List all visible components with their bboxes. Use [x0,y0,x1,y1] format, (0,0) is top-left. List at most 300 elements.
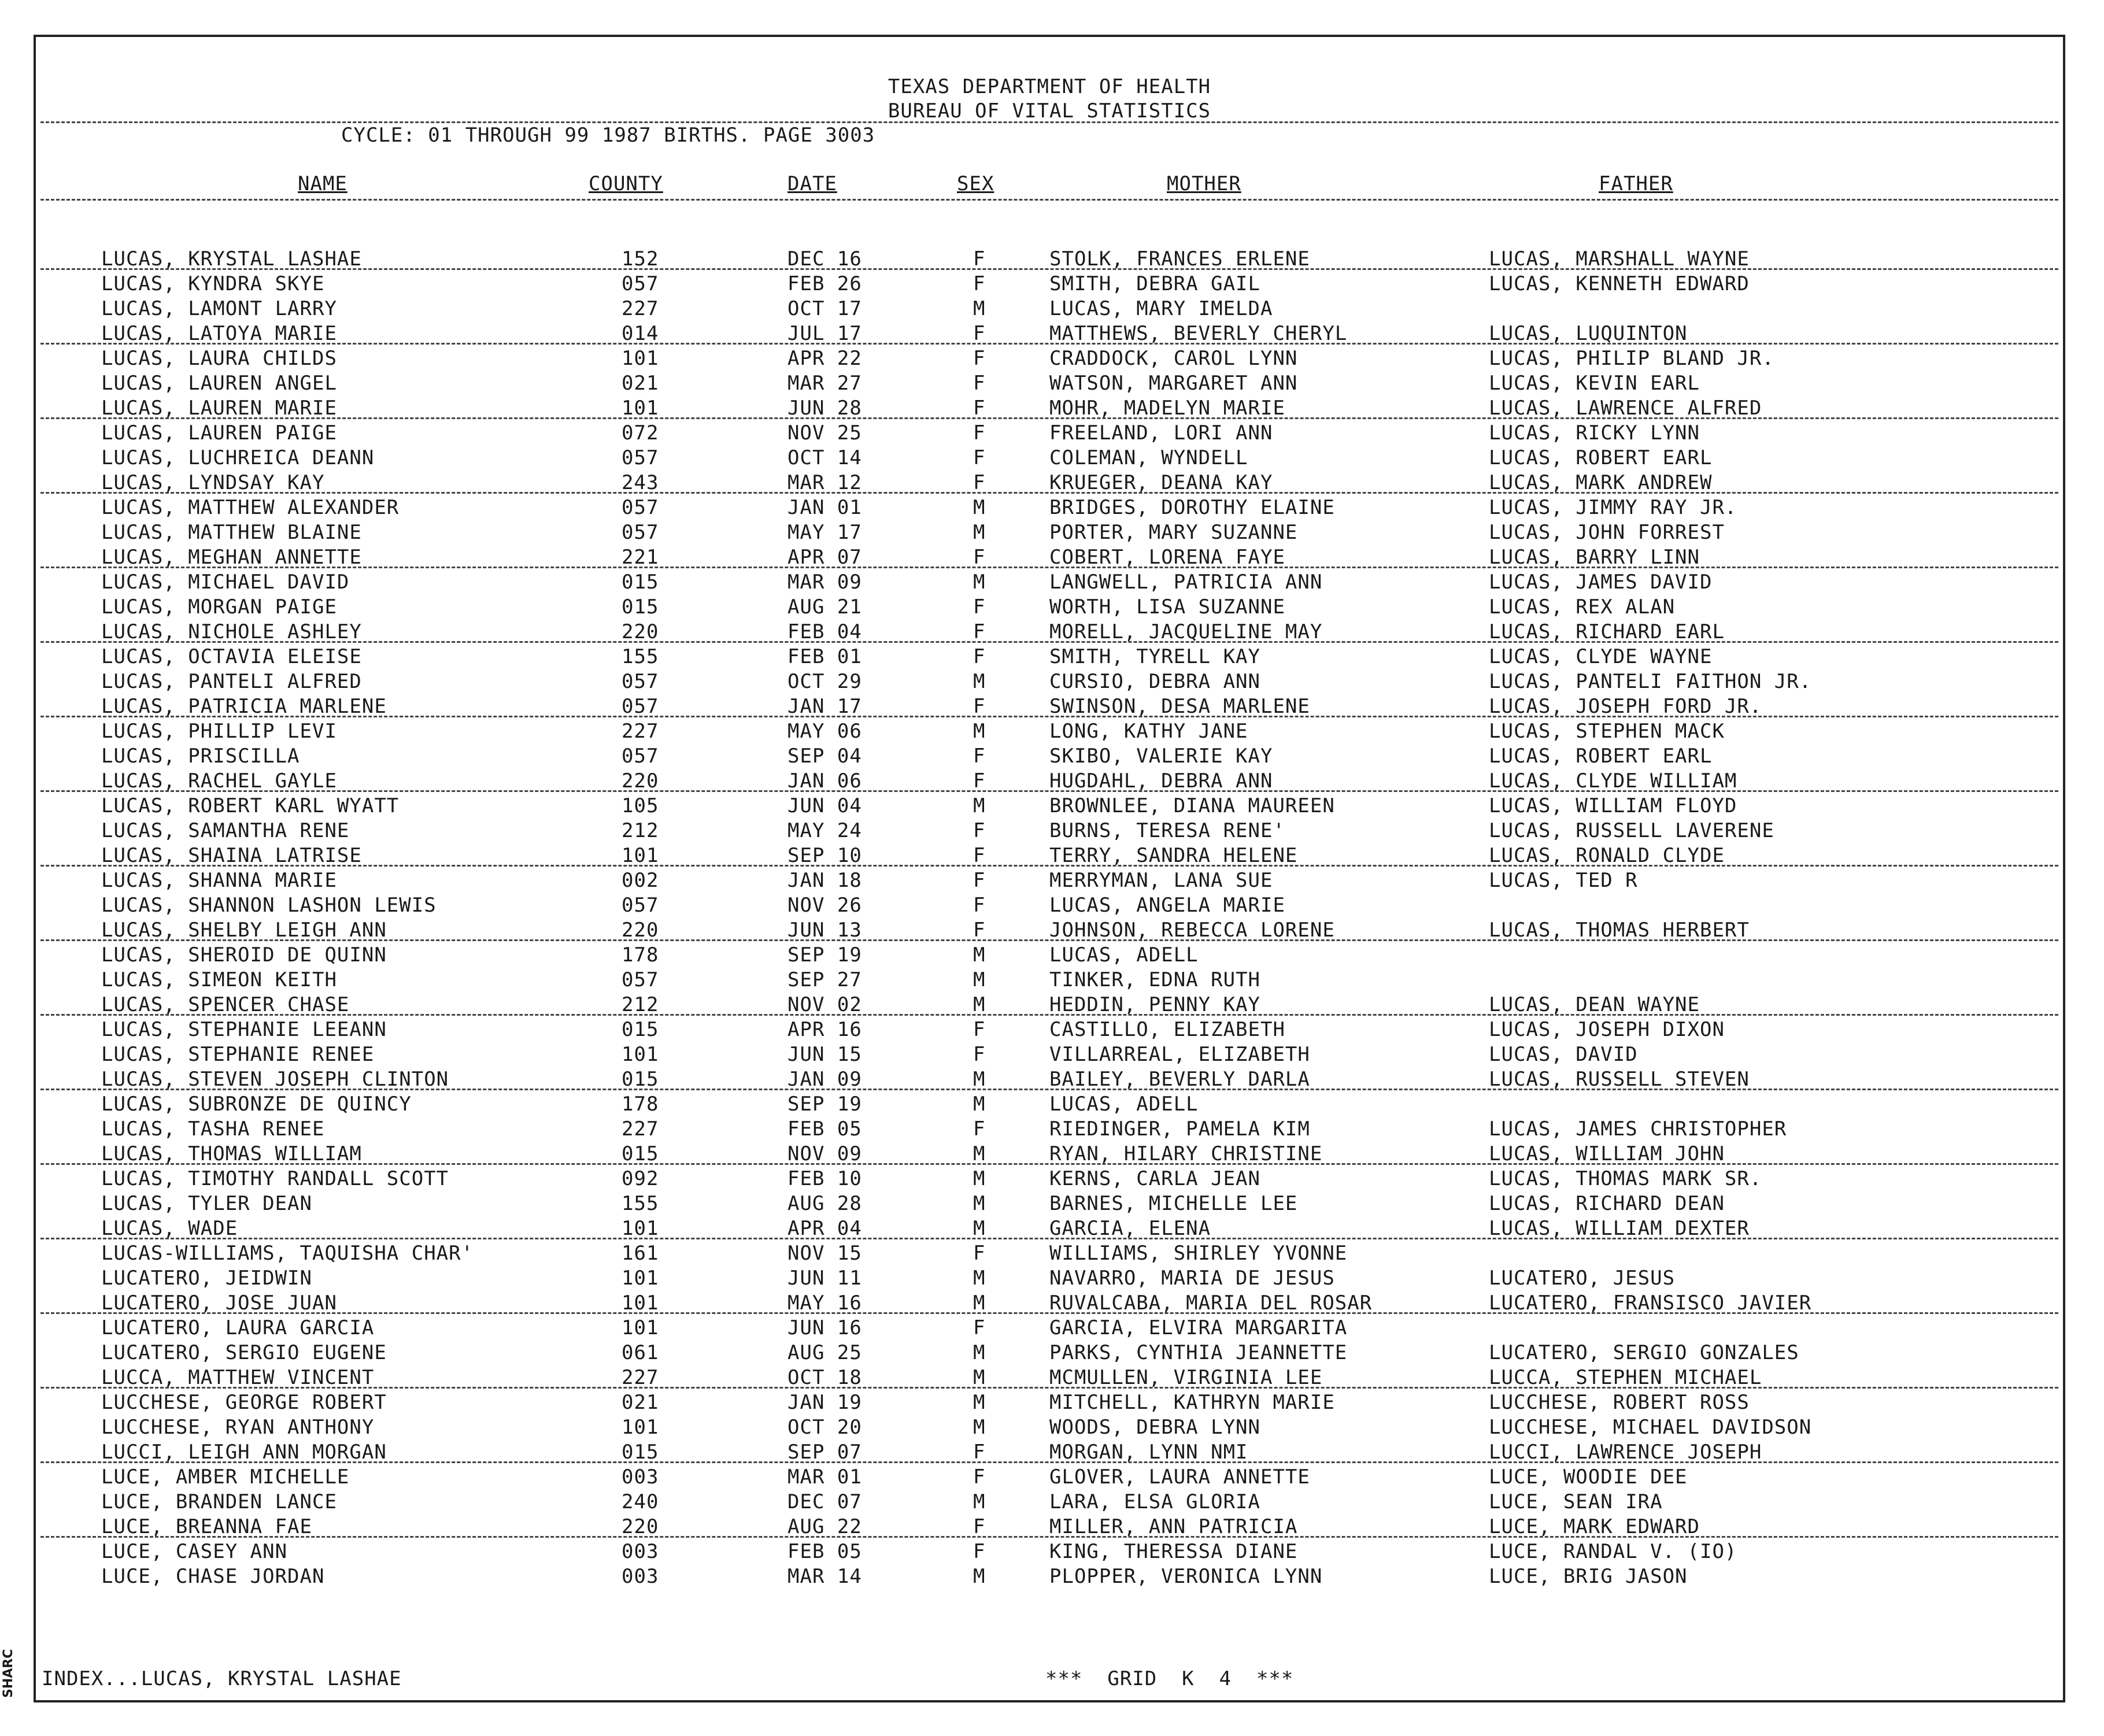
cell-name: LUCAS, TIMOTHY RANDALL SCOTT [101,1167,449,1190]
cell-mother: COBERT, LORENA FAYE [1049,546,1285,569]
table-row [0,1416,2104,1441]
cell-name: LUCAS, TASHA RENEE [101,1117,325,1141]
row-separator [40,417,2058,419]
cell-mother: WORTH, LISA SUZANNE [1049,595,1285,619]
cell-sex: F [973,347,986,370]
table-row [0,372,2104,397]
cell-father: LUCAS, RUSSELL LAVERENE [1489,819,1774,842]
row-separator [40,790,2058,792]
cell-mother: LUCAS, ADELL [1049,1093,1199,1116]
cell-sex: F [973,247,986,271]
cell-father: LUCAS, JAMES CHRISTOPHER [1489,1117,1787,1141]
cell-county: 227 [622,1366,659,1389]
cell-father: LUCAS, WILLIAM FLOYD [1489,794,1737,817]
cell-father: LUCATERO, FRANSISCO JAVIER [1489,1291,1812,1315]
cell-mother: PLOPPER, VERONICA LYNN [1049,1565,1323,1588]
cell-father: LUCAS, MARK ANDREW [1489,471,1713,494]
row-separator [40,939,2058,941]
cell-mother: SMITH, DEBRA GAIL [1049,272,1260,295]
cell-county: 057 [622,496,659,519]
cell-name: LUCAS, LATOYA MARIE [101,322,337,345]
cell-name: LUCAS, MATTHEW BLAINE [101,521,362,544]
cell-name: LUCAS, MATTHEW ALEXANDER [101,496,400,519]
cell-mother: GLOVER, LAURA ANNETTE [1049,1465,1310,1489]
cell-sex: M [973,521,986,544]
cell-county: 178 [622,943,659,967]
cell-father: LUCAS, JAMES DAVID [1489,571,1713,594]
cell-mother: NAVARRO, MARIA DE JESUS [1049,1267,1335,1290]
row-separator [40,716,2058,717]
cell-name: LUCAS, STEPHANIE RENEE [101,1043,375,1066]
cell-father: LUCAS, PHILIP BLAND JR. [1489,347,1774,370]
row-separator [40,343,2058,345]
cell-mother: WATSON, MARGARET ANN [1049,372,1298,395]
cell-mother: CRADDOCK, CAROL LYNN [1049,347,1298,370]
cell-county: 101 [622,844,659,867]
cell-name: LUCAS, MICHAEL DAVID [101,571,350,594]
cell-county: 057 [622,968,659,991]
cell-county: 212 [622,993,659,1016]
cell-name: LUCAS, SHANNON LASHON LEWIS [101,894,437,917]
cell-date: NOV 02 [787,993,862,1016]
cell-date: MAY 06 [787,720,862,743]
table-row [0,968,2104,993]
cell-name: LUCAS, RACHEL GAYLE [101,769,337,793]
cell-date: FEB 05 [787,1540,862,1563]
table-row [0,571,2104,595]
cell-sex: F [973,919,986,942]
cell-sex: F [973,695,986,718]
cell-mother: STOLK, FRANCES ERLENE [1049,247,1310,271]
row-separator [40,1014,2058,1016]
table-row [0,645,2104,670]
cell-sex: F [973,819,986,842]
grid-footer: *** GRID K 4 *** [1045,1667,1294,1690]
cell-county: 101 [622,1267,659,1290]
cell-mother: BROWNLEE, DIANA MAUREEN [1049,794,1335,817]
column-header-date: DATE [787,172,837,195]
cell-county: 152 [622,247,659,271]
column-header-sex: SEX [957,172,994,195]
cell-name: LUCAS, STEVEN JOSEPH CLINTON [101,1068,449,1091]
row-separator [40,268,2058,270]
cell-name: LUCAS, MORGAN PAIGE [101,595,337,619]
table-row [0,1043,2104,1068]
cell-sex: M [973,1291,986,1315]
cell-father: LUCAS, ROBERT EARL [1489,446,1713,469]
cell-date: NOV 15 [787,1242,862,1265]
cell-date: JAN 09 [787,1068,862,1091]
cell-mother: COLEMAN, WYNDELL [1049,446,1248,469]
table-row [0,819,2104,844]
cell-name: LUCAS, THOMAS WILLIAM [101,1142,362,1165]
column-header-father: FATHER [1599,172,1673,195]
cell-county: 243 [622,471,659,494]
cell-county: 014 [622,322,659,345]
cell-sex: F [973,869,986,892]
cell-date: NOV 26 [787,894,862,917]
table-row [0,1267,2104,1291]
cell-county: 057 [622,521,659,544]
cell-father: LUCAS, THOMAS HERBERT [1489,919,1750,942]
cell-county: 155 [622,645,659,668]
cell-father: LUCAS, REX ALAN [1489,595,1676,619]
cell-sex: F [973,620,986,643]
cell-name: LUCAS, SUBRONZE DE QUINCY [101,1093,412,1116]
cell-date: FEB 10 [787,1167,862,1190]
row-separator [40,1089,2058,1090]
cell-date: JAN 17 [787,695,862,718]
cell-mother: LONG, KATHY JANE [1049,720,1248,743]
cell-county: 057 [622,745,659,768]
cell-mother: WOODS, DEBRA LYNN [1049,1416,1260,1439]
cell-sex: F [973,595,986,619]
cell-name: LUCAS, SIMEON KEITH [101,968,337,991]
cell-date: JAN 18 [787,869,862,892]
table-row [0,1316,2104,1341]
cell-father: LUCCHESE, MICHAEL DAVIDSON [1489,1416,1812,1439]
cell-county: 015 [622,1142,659,1165]
cell-mother: BARNES, MICHELLE LEE [1049,1192,1298,1215]
cell-father: LUCAS, KEVIN EARL [1489,372,1700,395]
cell-date: OCT 14 [787,446,862,469]
cell-county: 220 [622,1515,659,1538]
cell-sex: M [973,297,986,320]
cell-sex: F [973,471,986,494]
cell-mother: FREELAND, LORI ANN [1049,421,1273,445]
cell-mother: WILLIAMS, SHIRLEY YVONNE [1049,1242,1348,1265]
cell-date: SEP 04 [787,745,862,768]
cell-sex: F [973,446,986,469]
cell-date: APR 16 [787,1018,862,1041]
cell-father: LUCAS, RUSSELL STEVEN [1489,1068,1750,1091]
table-row [0,595,2104,620]
row-separator [40,865,2058,867]
cell-county: 221 [622,546,659,569]
cell-county: 092 [622,1167,659,1190]
cell-date: AUG 28 [787,1192,862,1215]
table-row [0,521,2104,546]
cell-sex: F [973,322,986,345]
cell-father: LUCAS, CLYDE WILLIAM [1489,769,1737,793]
cell-mother: MOHR, MADELYN MARIE [1049,397,1285,420]
cell-father: LUCATERO, SERGIO GONZALES [1489,1341,1799,1364]
cell-father: LUCATERO, JESUS [1489,1267,1676,1290]
cell-sex: F [973,546,986,569]
row-separator [40,567,2058,568]
cell-county: 105 [622,794,659,817]
cell-date: MAY 24 [787,819,862,842]
cell-county: 227 [622,297,659,320]
cell-father: LUCAS, THOMAS MARK SR. [1489,1167,1762,1190]
cell-name: LUCAS, PANTELI ALFRED [101,670,362,693]
cell-father: LUCAS, JOHN FORREST [1489,521,1725,544]
cell-sex: M [973,1192,986,1215]
cell-mother: HEDDIN, PENNY KAY [1049,993,1260,1016]
cell-date: JUL 17 [787,322,862,345]
cell-mother: LUCAS, ANGELA MARIE [1049,894,1285,917]
cell-name: LUCAS, PHILLIP LEVI [101,720,337,743]
cell-county: 101 [622,1316,659,1339]
cell-date: MAR 27 [787,372,862,395]
cell-father: LUCAS, CLYDE WAYNE [1489,645,1713,668]
cell-date: MAY 16 [787,1291,862,1315]
cell-date: SEP 27 [787,968,862,991]
cell-name: LUCCHESE, RYAN ANTHONY [101,1416,375,1439]
cell-name: LUCAS, LYNDSAY KAY [101,471,325,494]
cell-sex: F [973,1043,986,1066]
cell-father: LUCCA, STEPHEN MICHAEL [1489,1366,1762,1389]
cell-date: JAN 06 [787,769,862,793]
cell-date: FEB 01 [787,645,862,668]
cell-father: LUCAS, BARRY LINN [1489,546,1700,569]
cell-mother: JOHNSON, REBECCA LORENE [1049,919,1335,942]
cell-county: 003 [622,1465,659,1489]
cell-name: LUCAS, TYLER DEAN [101,1192,312,1215]
cell-name: LUCAS, SHELBY LEIGH ANN [101,919,387,942]
cell-date: MAR 14 [787,1565,862,1588]
cell-father: LUCAS, RICKY LYNN [1489,421,1700,445]
cell-sex: M [973,1068,986,1091]
cell-sex: F [973,645,986,668]
cell-father: LUCAS, RICHARD EARL [1489,620,1725,643]
cell-father: LUCE, BRIG JASON [1489,1565,1688,1588]
cell-sex: F [973,1540,986,1563]
cell-mother: RUVALCABA, MARIA DEL ROSAR [1049,1291,1373,1315]
row-separator [40,1461,2058,1463]
cell-mother: SWINSON, DESA MARLENE [1049,695,1310,718]
table-row [0,1341,2104,1366]
table-row [0,1167,2104,1192]
table-row [0,421,2104,446]
cell-mother: GARCIA, ELENA [1049,1217,1211,1240]
cell-name: LUCAS, SPENCER CHASE [101,993,350,1016]
cell-father: LUCE, RANDAL V. (IO) [1489,1540,1737,1563]
cell-county: 015 [622,571,659,594]
table-row [0,670,2104,695]
cell-county: 101 [622,397,659,420]
cell-sex: M [973,1565,986,1588]
cell-county: 220 [622,919,659,942]
cell-county: 161 [622,1242,659,1265]
cell-county: 002 [622,869,659,892]
table-row [0,943,2104,968]
cell-name: LUCAS, ROBERT KARL WYATT [101,794,400,817]
cell-date: JUN 04 [787,794,862,817]
cycle-line: CYCLE: 01 THROUGH 99 1987 BIRTHS. PAGE 3003 [341,124,875,147]
cell-name: LUCATERO, LAURA GARCIA [101,1316,375,1339]
cell-mother: KERNS, CARLA JEAN [1049,1167,1260,1190]
report-subtitle: BUREAU OF VITAL STATISTICS [888,99,1211,123]
cell-father: LUCCI, LAWRENCE JOSEPH [1489,1441,1762,1464]
cell-name: LUCAS, LAUREN PAIGE [101,421,337,445]
table-row [0,446,2104,471]
cell-sex: M [973,1366,986,1389]
cell-father: LUCAS, STEPHEN MACK [1489,720,1725,743]
cell-date: APR 22 [787,347,862,370]
table-row [0,1465,2104,1490]
cell-sex: M [973,1267,986,1290]
cell-sex: F [973,1465,986,1489]
cell-mother: LUCAS, ADELL [1049,943,1199,967]
cell-sex: F [973,1316,986,1339]
column-header-mother: MOTHER [1167,172,1241,195]
cell-date: MAY 17 [787,521,862,544]
cell-father: LUCAS, LAWRENCE ALFRED [1489,397,1762,420]
cell-name: LUCE, CHASE JORDAN [101,1565,325,1588]
cell-mother: CASTILLO, ELIZABETH [1049,1018,1285,1041]
cell-father: LUCAS, WILLIAM DEXTER [1489,1217,1750,1240]
table-row [0,1242,2104,1267]
cell-county: 101 [622,1291,659,1315]
cell-mother: LARA, ELSA GLORIA [1049,1490,1260,1513]
table-row [0,1018,2104,1043]
cell-sex: M [973,993,986,1016]
cell-father: LUCAS, JIMMY RAY JR. [1489,496,1737,519]
cell-county: 212 [622,819,659,842]
column-header-name: NAME [298,172,347,195]
cell-sex: F [973,1018,986,1041]
cell-father: LUCAS, LUQUINTON [1489,322,1688,345]
cell-name: LUCAS, LAMONT LARRY [101,297,337,320]
cell-father: LUCAS, DAVID [1489,1043,1638,1066]
cell-county: 072 [622,421,659,445]
cell-date: AUG 22 [787,1515,862,1538]
cell-name: LUCE, AMBER MICHELLE [101,1465,350,1489]
row-separator [40,1238,2058,1239]
table-row [0,297,2104,322]
cell-date: NOV 25 [787,421,862,445]
cell-county: 101 [622,347,659,370]
cell-sex: F [973,1242,986,1265]
cell-sex: M [973,1416,986,1439]
cell-county: 101 [622,1416,659,1439]
table-row [0,869,2104,894]
cell-father: LUCAS, ROBERT EARL [1489,745,1713,768]
cell-name: LUCAS, SHEROID DE QUINN [101,943,387,967]
cell-sex: F [973,844,986,867]
cell-mother: RYAN, HILARY CHRISTINE [1049,1142,1323,1165]
cell-county: 021 [622,1391,659,1414]
cell-sex: M [973,571,986,594]
cell-mother: GARCIA, ELVIRA MARGARITA [1049,1316,1348,1339]
table-row [0,794,2104,819]
table-row [0,347,2104,372]
table-row [0,496,2104,521]
table-row [0,745,2104,769]
cell-mother: BURNS, TERESA RENE' [1049,819,1285,842]
cell-sex: M [973,720,986,743]
cell-name: LUCATERO, SERGIO EUGENE [101,1341,387,1364]
row-separator [40,492,2058,494]
cell-name: LUCAS, SHANNA MARIE [101,869,337,892]
cell-date: JUN 15 [787,1043,862,1066]
cell-name: LUCAS, LAUREN MARIE [101,397,337,420]
cell-mother: PARKS, CYNTHIA JEANNETTE [1049,1341,1348,1364]
cell-mother: MORGAN, LYNN NMI [1049,1441,1248,1464]
cell-father: LUCAS, JOSEPH FORD JR. [1489,695,1762,718]
index-footer: INDEX...LUCAS, KRYSTAL LASHAE [42,1667,402,1690]
cell-mother: MORELL, JACQUELINE MAY [1049,620,1323,643]
cell-sex: F [973,769,986,793]
cell-date: SEP 10 [787,844,862,867]
cell-county: 220 [622,620,659,643]
cell-name: LUCAS, KYNDRA SKYE [101,272,325,295]
cell-mother: BAILEY, BEVERLY DARLA [1049,1068,1310,1091]
cell-sex: M [973,670,986,693]
cell-date: FEB 04 [787,620,862,643]
cell-mother: LANGWELL, PATRICIA ANN [1049,571,1323,594]
cell-sex: M [973,1093,986,1116]
cell-mother: PORTER, MARY SUZANNE [1049,521,1298,544]
records-table [0,247,2104,1590]
cell-sex: F [973,1515,986,1538]
cell-county: 015 [622,1068,659,1091]
cell-name: LUCAS, LAURA CHILDS [101,347,337,370]
cell-father: LUCAS, RICHARD DEAN [1489,1192,1725,1215]
cell-father: LUCAS, PANTELI FAITHON JR. [1489,670,1812,693]
cell-name: LUCE, CASEY ANN [101,1540,288,1563]
table-row [0,272,2104,297]
cell-sex: M [973,1142,986,1165]
row-separator [40,1536,2058,1538]
cell-date: SEP 19 [787,1093,862,1116]
table-row [0,1391,2104,1416]
cell-date: MAR 09 [787,571,862,594]
cell-county: 015 [622,595,659,619]
cell-sex: M [973,1217,986,1240]
cell-county: 178 [622,1093,659,1116]
cell-mother: HUGDAHL, DEBRA ANN [1049,769,1273,793]
cell-date: OCT 17 [787,297,862,320]
cell-county: 057 [622,894,659,917]
cell-county: 101 [622,1043,659,1066]
row-separator [40,1312,2058,1314]
cell-mother: SMITH, TYRELL KAY [1049,645,1260,668]
cell-mother: VILLARREAL, ELIZABETH [1049,1043,1310,1066]
cell-county: 057 [622,446,659,469]
row-separator [40,641,2058,643]
cell-sex: F [973,272,986,295]
cell-name: LUCAS, SHAINA LATRISE [101,844,362,867]
cell-sex: F [973,894,986,917]
cell-county: 155 [622,1192,659,1215]
row-separator [40,1163,2058,1165]
cell-sex: M [973,1167,986,1190]
cell-name: LUCE, BRANDEN LANCE [101,1490,337,1513]
cell-date: JUN 13 [787,919,862,942]
cell-date: APR 04 [787,1217,862,1240]
cell-mother: KRUEGER, DEANA KAY [1049,471,1273,494]
cell-county: 227 [622,1117,659,1141]
cell-name: LUCAS, PATRICIA MARLENE [101,695,387,718]
cell-mother: SKIBO, VALERIE KAY [1049,745,1273,768]
cell-date: DEC 07 [787,1490,862,1513]
table-row [0,1540,2104,1565]
cell-sex: M [973,496,986,519]
cell-mother: KING, THERESSA DIANE [1049,1540,1298,1563]
cell-county: 227 [622,720,659,743]
cell-name: LUCAS, WADE [101,1217,238,1240]
cell-name: LUCAS, OCTAVIA ELEISE [101,645,362,668]
cell-date: JUN 11 [787,1267,862,1290]
table-row [0,1117,2104,1142]
cell-date: FEB 26 [787,272,862,295]
cell-date: JAN 19 [787,1391,862,1414]
cell-mother: TERRY, SANDRA HELENE [1049,844,1298,867]
cell-county: 057 [622,272,659,295]
cell-date: OCT 20 [787,1416,862,1439]
